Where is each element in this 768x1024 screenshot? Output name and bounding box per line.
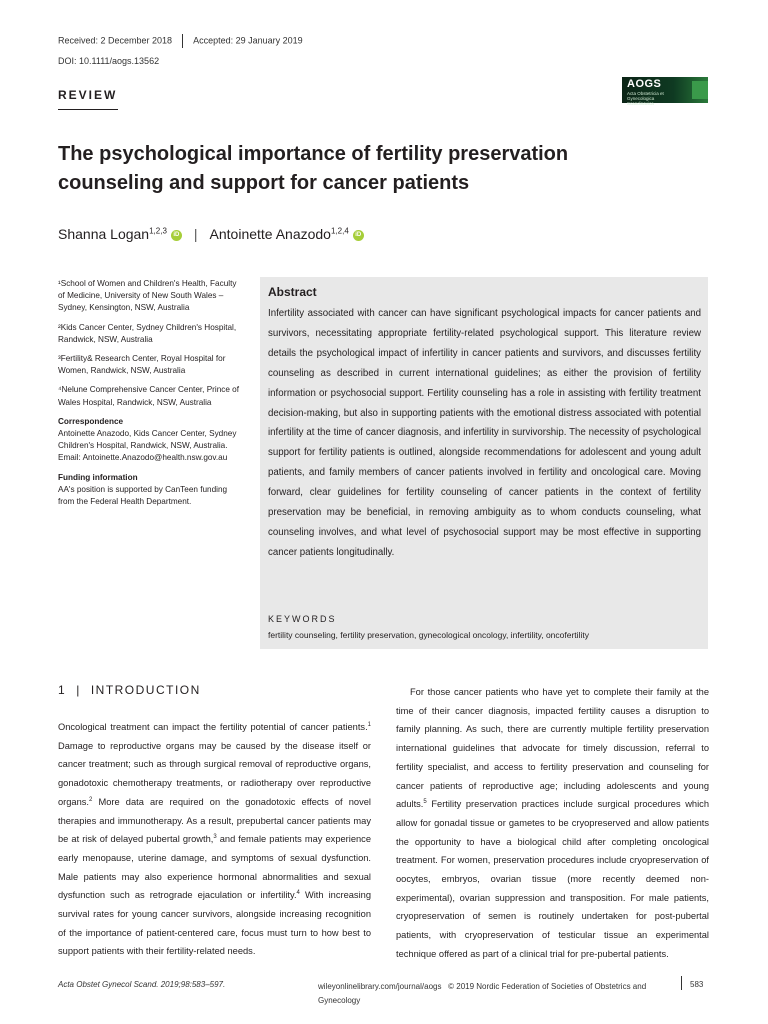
body-text: Fertility preservation practices include surgical procedures which allow for gonadal tissue or gametes to be cryopreserved and allow patients the opportunity to have a biological child after completing oncological treatment. For women, preservation procedures include cryopreservation of oocytes, embryos, ovarian tissue (more recently deemed non-experimental), ovarian suppression and transposition. For male patients, cryopreservation of semen is routinely undertaken for post-pubertal patients, with cryopreservation of testicular tissue an experimental technique offered as part of a clinical trial for pre-pubertal patients. <box>396 799 709 959</box>
citation-ref[interactable]: 1 <box>367 721 371 728</box>
author-affiliation-refs: 1,2,3 <box>149 226 167 236</box>
funding-text: AA's position is supported by CanTeen funding from the Federal Health Department. <box>58 484 228 507</box>
abstract-text: Infertility associated with cancer can have significant psychological impacts for cancer patients and survivors, necessitating appropriate fertility-related psychological support. This literature review details the psychological impact of infertility in cancer patients and survivors, and discusses fertility counseling as described in current international guidelines; as either the provision of fertility information or psychosocial support. Fertility counseling has a role in assisting with fertility treatment decision-making, but also in supporting patients with the emotional distress associated with potential infertility at the time of cancer diagnosis, and infertility in survivorship. The necessity of psychological support for fertility patients is outlined, alongside recommendations for adolescent and young adult patients, and family members of cancer patients involved in fertility and oncological care. Moving forward, clear guidelines for fertility counseling of cancer patients in the context of fertility preservation may be beneficial, in removing ambiguity as to whom conducts counseling, what counseling involves, and what level of psychosocial support may be most effective in supporting cancer patients longitudinally. <box>268 308 701 558</box>
body-column-left <box>58 718 371 961</box>
section-title: INTRODUCTION <box>90 683 201 697</box>
article-type: REVIEW <box>58 88 118 102</box>
journal-logo: AOGS Acta Obstetricia et Gynecologica Scandinavica <box>622 77 708 103</box>
body-text: More data are required on the gonadotoxic effects of novel therapies and immunotherapy. As a result, prepubertal cancer patients may be at risk of delayed pubertal growth, <box>58 796 371 845</box>
correspondence-text: Antoinette Anazodo, Kids Cancer Center, Sydney Children's Hospital, Randwick, NSW, Australia. <box>58 429 237 451</box>
correspondence-email[interactable]: Email: Antoinette.Anazodo@health.nsw.gov.au <box>58 453 228 463</box>
divider: | <box>76 683 81 697</box>
correspondence-heading: Correspondence <box>58 416 124 426</box>
funding-heading: Funding information <box>58 472 138 482</box>
footer-citation: Acta Obstet Gynecol Scand. 2019;98:583–597. <box>58 980 226 989</box>
doi[interactable]: DOI: 10.1111/aogs.13562 <box>58 56 160 66</box>
body-text: For those cancer patients who have yet to complete their family at the time of their cancer diagnosis, impacted fertility causes a disruption to family planning. As such, there are currently multiple fertility preservation international guidelines that advocate for timely discussion, referral to fertility specialist, and access to fertility preservation and counseling for cancer patients of reproductive age; including adolescents and young adults. <box>396 687 709 810</box>
abstract-box <box>260 277 708 649</box>
citation-ref[interactable]: 3 <box>213 834 217 841</box>
footer-website[interactable]: wileyonlinelibrary.com/journal/aogs <box>318 982 442 991</box>
accepted-date: Accepted: 29 January 2019 <box>193 35 303 46</box>
body-text: and female patients may experience early menopause, uterine damage, and symptoms of sexual dysfunction. Male patients may also experience hormonal abnormalities and sexual dysfunction such as retrograde ejaculation or infertility. <box>58 834 371 901</box>
orcid-icon[interactable]: iD <box>171 230 182 241</box>
section-number: 1 <box>58 683 67 697</box>
body-column-right <box>396 683 709 964</box>
author-name: Antoinette Anazodo <box>209 226 331 242</box>
page-number: 583 <box>690 980 704 989</box>
citation-ref[interactable]: 2 <box>89 796 93 803</box>
author-affiliation-refs: 1,2,4 <box>330 226 349 236</box>
article-info-column <box>58 278 242 515</box>
abstract-heading: Abstract <box>268 285 317 299</box>
section-heading <box>58 683 201 697</box>
divider <box>681 976 682 990</box>
keywords-heading: KEYWORDS <box>268 614 337 624</box>
orcid-icon[interactable]: iD <box>353 230 364 241</box>
body-text: Oncological treatment can impact the fertility potential of cancer patients. <box>58 722 368 732</box>
affiliation: ⁴Nelune Comprehensive Cancer Center, Prince of Wales Hospital, Randwick, NSW, Australia <box>58 385 240 407</box>
citation-ref[interactable]: 4 <box>296 890 300 897</box>
author-list <box>58 226 364 242</box>
body-text: Damage to reproductive organs may be caused by the disease itself or cancer treatment; such as through surgical removal of reproductive organs, gonadotoxic chemotherapy treatments, or radiotherapy over reproductive organs. <box>58 740 371 807</box>
keywords-list: fertility counseling, fertility preservation, gynecological oncology, infertility, oncofertility <box>268 630 589 640</box>
footer-copyright: © 2019 Nordic Federation of Societies of Obstetrics and Gynecology <box>318 982 647 1005</box>
divider <box>182 34 183 48</box>
footer-publisher <box>318 980 678 1008</box>
article-dates <box>58 34 303 48</box>
body-text: With increasing survival rates for young cancer survivors, alongside increasing recognition of the importance of patient-centered care, focus must turn to how best to support patients with their fertility-related needs. <box>58 890 371 957</box>
affiliation: ³Fertility& Research Center, Royal Hospital for Women, Randwick, NSW, Australia <box>58 354 226 376</box>
article-title: The psychological importance of fertility preservation counseling and support for cancer patients <box>58 143 569 194</box>
received-date: Received: 2 December 2018 <box>58 35 173 46</box>
affiliation: ²Kids Cancer Center, Sydney Children's Hospital, Randwick, NSW, Australia <box>58 322 237 344</box>
affiliation: ¹School of Women and Children's Health, Faculty of Medicine, University of New South Wales – Sydney, Kensington, NSW, Australia <box>58 279 237 313</box>
divider: | <box>193 226 198 242</box>
author-name: Shanna Logan <box>58 226 150 242</box>
citation-ref[interactable]: 5 <box>423 799 427 806</box>
divider <box>58 109 118 110</box>
